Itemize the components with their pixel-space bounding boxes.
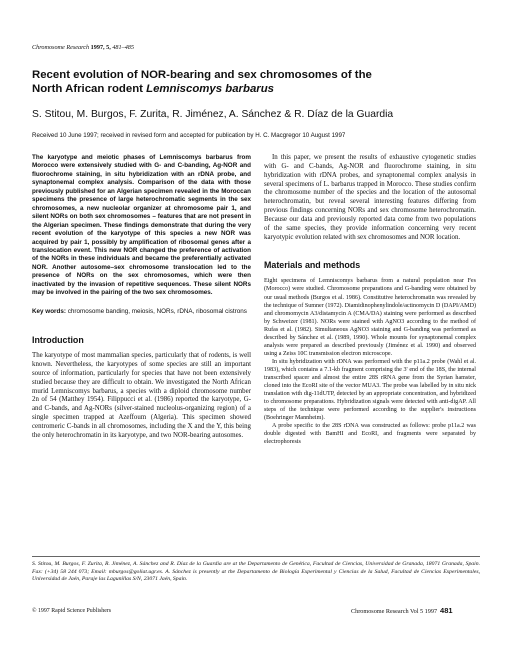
article-title [32,69,452,96]
methods-paragraph-2: In situ hybridization with rDNA was performed with the p11a.2 probe (Wahl et al. 1983), which contains a 7.1-kb fragment comprising the 3' end of the 18S, the internal transcribed spacer and almost the entire 28S rRNA gene from the Syrian hamster, cloned into the EcoRI site of the vector MUA3. The probe was labelled by in situ nick translation with dig-11dUTP, detected by an appropriate concentration, and hybridized to chromosome preparations. Hybridization signals were detected with anti-digAP. All steps of the technique were performed according to the supplier's instructions (Boehringer Mannheim). [264,358,476,422]
right-column [264,154,476,446]
journal-year: 1997, [90,44,105,51]
methods-paragraph-3: A probe specific to the 28S rDNA was constructed as follows: probe p11a.2 was double digested with BamHI and EcoRI, and fragments were separated by electrophoresis [264,423,476,446]
keywords-label: Key words: [32,307,66,315]
keywords [32,308,251,316]
title-line-2-text: North African rodent [32,82,147,95]
journal-volume: 5, [106,44,111,51]
received-dates: Received 10 June 1997; received in revised form and accepted for publication by H. C. Macgregor 10 August 1997 [32,132,346,139]
methods-paragraph-1: Eight specimens of Lemniscomys barbarus from a natural population near Fes (Morocco) were studied. Chromosome preparations and G-banding were obtained by our usual methods (Burgos et al. 1986). Constitutive heterochromatin was revealed by the technique of Sumner (1972). Diamidinophenylindole/actinomycin D (DAPI/AMD) and chromomycin A3/distamycin A (CMA/DA) staining were performed as described by Schweizer (1981). NORs were stained with AgNO3 according to the method of Rufas et al. (1982). Simultaneous AgNO3 staining and G-banding was performed as described by Sánchez et al. (1989, 1990). Whole mounts for synaptonemal complex analysis were prepared as described previously (Jiménez et al. 1990) and observed using a Zeiss 10C transmission electron microscope. [264,278,476,357]
methods-heading: Materials and methods [264,260,361,271]
journal-name: Chromosome Research [32,44,90,51]
title-line-1: Recent evolution of NOR-bearing and sex chromosomes of the [32,69,372,81]
copyright-notice: © 1997 Rapid Science Publishers [32,608,112,614]
author-affiliations-footnote: S. Stitou, M. Burgos, F. Zurita, R. Jiménez, A. Sánchez and R. Díaz de la Guardia are at the Departamento de Genética, Facultad de Ciencias, Universidad de Granada, 18071 Granada, Spain. Fax: (+34) 58 244 073; Email: mburgos@goliat.ugr.es. A. Sánchez is presently at the Departamento de Biología Experimental y Ciencias de la Salud, Facultad de Ciencias Experimentales, Universidad de Jaén, Paraje las Lagunillas S/N, 23071 Jaén, Spain. [32,556,480,584]
footer-journal-ref: Chromosome Research Vol 5 1997 [351,608,438,615]
abstract: The karyotype and meiotic phases of Lemniscomys barbarus from Morocco were extensively studied with G- and C-banding, Ag-NOR and fluorochrome staining, in situ hybridization with an rDNA probe, and synaptonemal complex analysis. Comparison of the data with those previously published for an Algerian specimen revealed in the Moroccan specimens the presence of large heterochromatic segments in the sex chromosomes, a new nucleolar organizer at chromosome pair 1, and silent NORs on both sex chromosomes – features that are not present in the Algerian specimen. These findings demonstrate that during the very recent evolution of the karyotype of this species a new NOR was acquired by pair 1, possibly by amplification of ribosomal genes after a translocation event. This new NOR changed the preference of activation of the NORs in these individuals and became the preferentially activated NOR. Another autosome–sex chromosome translocation led to the presence of NORs on the sex chromosomes, which were then inactivated by the invasion of repetitive sequences. These silent NORs may be involved in the pairing of the two sex chromosomes. [32,154,251,297]
journal-pages: 481–485 [112,44,134,51]
intro-continued-text: In this paper, we present the results of exhaustive cytogenetic studies with G- and C-bands, Ag-NOR and fluorochrome staining, in situ hybridization with rDNA probes, and synaptonemal complex analysis in several specimens of L. barbarus trapped in Morocco. These studies confirm the chromosome number of the species and the location of the autosomal heterochromatin, but reveal several interesting features differing from previous findings concerning NORs and sex chromosome heterochromatin. Because our data and previously reported data come from two populations of the same species, they provide information concerning very recent karyotypic evolution related with sex chromosomes and NOR location. [264,154,476,241]
title-line-2 [32,83,452,97]
page-footer [351,606,453,615]
left-column [32,154,251,441]
author-list: S. Stitou, M. Burgos, F. Zurita, R. Jiménez, A. Sánchez & R. Díaz de la Guardia [32,109,394,120]
keywords-text: chromosome banding, meiosis, NORs, rDNA, ribosomal cistrons [67,307,247,315]
page-number: 481 [440,606,453,615]
title-species: Lemniscomys barbarus [146,82,275,95]
introduction-text: The karyotype of most mammalian species, particularly that of rodents, is well known. Nevertheless, the karyotypes of some species are still an important source of information, particularly for species that have not been extensively studied because they are difficult to obtain. We investigated the North African murid Lemniscomys barbarus, a species with a diploid chromosome number 2n of 54 (Matthey 1954). Filippucci et al. (1986) reported the karyotype, G- and C-bands, and Ag-NORs (silver-stained nucleolus-organizing region) of a single specimen trapped at Azeffoum (Algeria). This specimen showed centromeric C-bands in all chromosomes, including the X and the Y, this being the only heterochromatin in its karyotype, and two NOR-bearing autosomes. [32,352,251,439]
introduction-heading: Introduction [32,335,84,346]
journal-citation [32,44,134,51]
